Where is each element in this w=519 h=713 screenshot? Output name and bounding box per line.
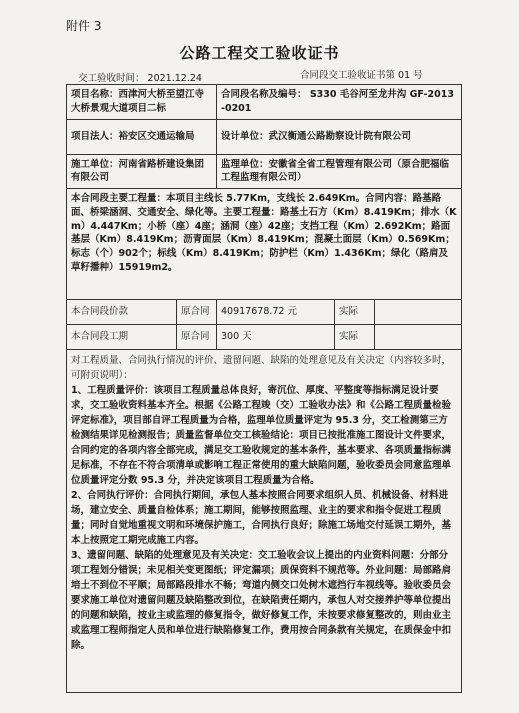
price-label: 本合同段价款 (67, 300, 177, 325)
supervision-unit: 监理单位：安徽省全省工程管理有限公司（原合肥福临工程监理有限公司） (217, 154, 462, 189)
page-title: 公路工程交工验收证书 (179, 44, 340, 62)
price-row (67, 300, 462, 325)
quality-evaluation (71, 383, 457, 488)
table-row (67, 85, 462, 120)
quality-grade: 合格 (291, 475, 311, 487)
project-name: 项目名称：西津河大桥至望江寺大桥景观大道项目二标 (67, 85, 217, 120)
table-row (67, 154, 462, 189)
period-label: 本合同段工期 (67, 325, 177, 350)
work-summary: 本合同段主要工程量：本项目主线长 5.77Km，支线长 2.649Km。合同内容：路基路面、桥梁涵洞、交通安全、绿化等。主要工程量：路基土石方（Km）8.419Km；排水（Km）4.447Km；小桥（座）4座；涵洞（座）42座；支挡工程（Km）2.692Km；路面基层（Km）8.419Km；沥青面层（Km）8.419Km；混凝土面层（Km）0.569Km；标志（个）902个；标线（Km）8.419Km；防护栏（Km）1.436Km；绿化（路肩及草籽播种）15919m2。 (67, 189, 462, 300)
certificate-number: 合同段交工验收证书第 01 号 (300, 70, 423, 81)
legal-person: 项目法人：裕安区交通运输局 (67, 119, 217, 154)
price-contract-label: 原合同 (177, 300, 217, 325)
remaining-issues: 3、遗留问题、缺陷的处理意见及有关决定：交工验收会议上提出的内业资料问题：分部分项工程划分错误；未见相关变更图纸；评定漏项；质保资料不规范等。外业问题：局部路肩培土不到位不平顺；局部路段排水不畅；弯道内侧交口处树木遮挡行车视线等。验收委员会要求施工单位对遗留问题及缺陷整改到位，在缺陷责任期内，承包人对交接养护等单位提出的问题和缺陷，按业主或监理的修复指令，做好修复工作，未按要求修复整改的，则由业主或监理工程师指定人员和单位进行缺陷修复工作，费用按合同条款有关规定，在质保金中扣除。 (71, 550, 452, 652)
price-actual-label: 实际 (335, 300, 375, 325)
period-row (67, 325, 462, 350)
price-contract-value: 40917678.72 元 (217, 300, 335, 325)
handover-time: 交工验收时间： 2021.12.24 (78, 73, 202, 84)
design-unit: 设计单位：武汉衡通公路勘察设计院有限公司 (217, 119, 462, 154)
period-actual-value (375, 325, 462, 350)
opinion-intro: 对工程质量、合同执行情况的评价、遗留问题、缺陷的处理意见及有关决定（内容较多时，可附页说明）： (71, 355, 452, 382)
certificate-table (66, 84, 462, 693)
price-actual-value (375, 300, 462, 325)
attachment-label: 附件 3 (66, 19, 102, 33)
quality-text-a: 1、工程质量评价：该项目工程质量总体良好，寄沉位、厚度、平整度等指标满足设计要求，交工验收资料基本齐全。根据《公路工程竣（交）工验收办法》和《公路工程质量检验评定标准》，项目部自评工程质量为合格，监理单位质量评定为 95.3 分，交工检测第三方检测结果详见检测报告；质量监督单位交工核验结论：项目已按批准施工图设计文件要求，合同约定的各项内容全部完成，满足交工验收规定的基本条件，基本要求、各项质量指标满足标准，不存在不符合项清单或影响工程正常使用的重大缺陷问题，验收委员会同意监理单位质量评定分数 (71, 385, 452, 487)
period-contract-label: 原合同 (177, 325, 217, 350)
period-contract-value: 300 天 (217, 325, 335, 350)
period-actual-label: 实际 (335, 325, 375, 350)
quality-text-b: 分，并决定该项目工程质量为 (164, 475, 292, 487)
table-row (67, 189, 462, 300)
table-row (67, 119, 462, 154)
table-row (67, 350, 462, 693)
opinion-block (67, 350, 462, 693)
quality-score: 95.3 (140, 475, 165, 487)
contract-evaluation: 2、合同执行评价：合同执行期间，承包人基本按照合同要求组织人员、机械设备、材料进场，建立安全、质量自检体系；施工期间，能够按照监理、业主的要求和指令促进工程质量；同时自觉地重视文明和环境保护施工，合同执行良好；除施工场地交付延误工期外，基本上按照定工期完成施工内容。 (71, 490, 452, 547)
construction-unit: 施工单位：河南省路桥建设集团有限公司 (67, 154, 217, 189)
quality-text-end: 。 (310, 475, 320, 487)
section-name: 合同段名称及编号： S330 毛谷河至龙井沟 GF-2013-0201 (217, 85, 462, 120)
